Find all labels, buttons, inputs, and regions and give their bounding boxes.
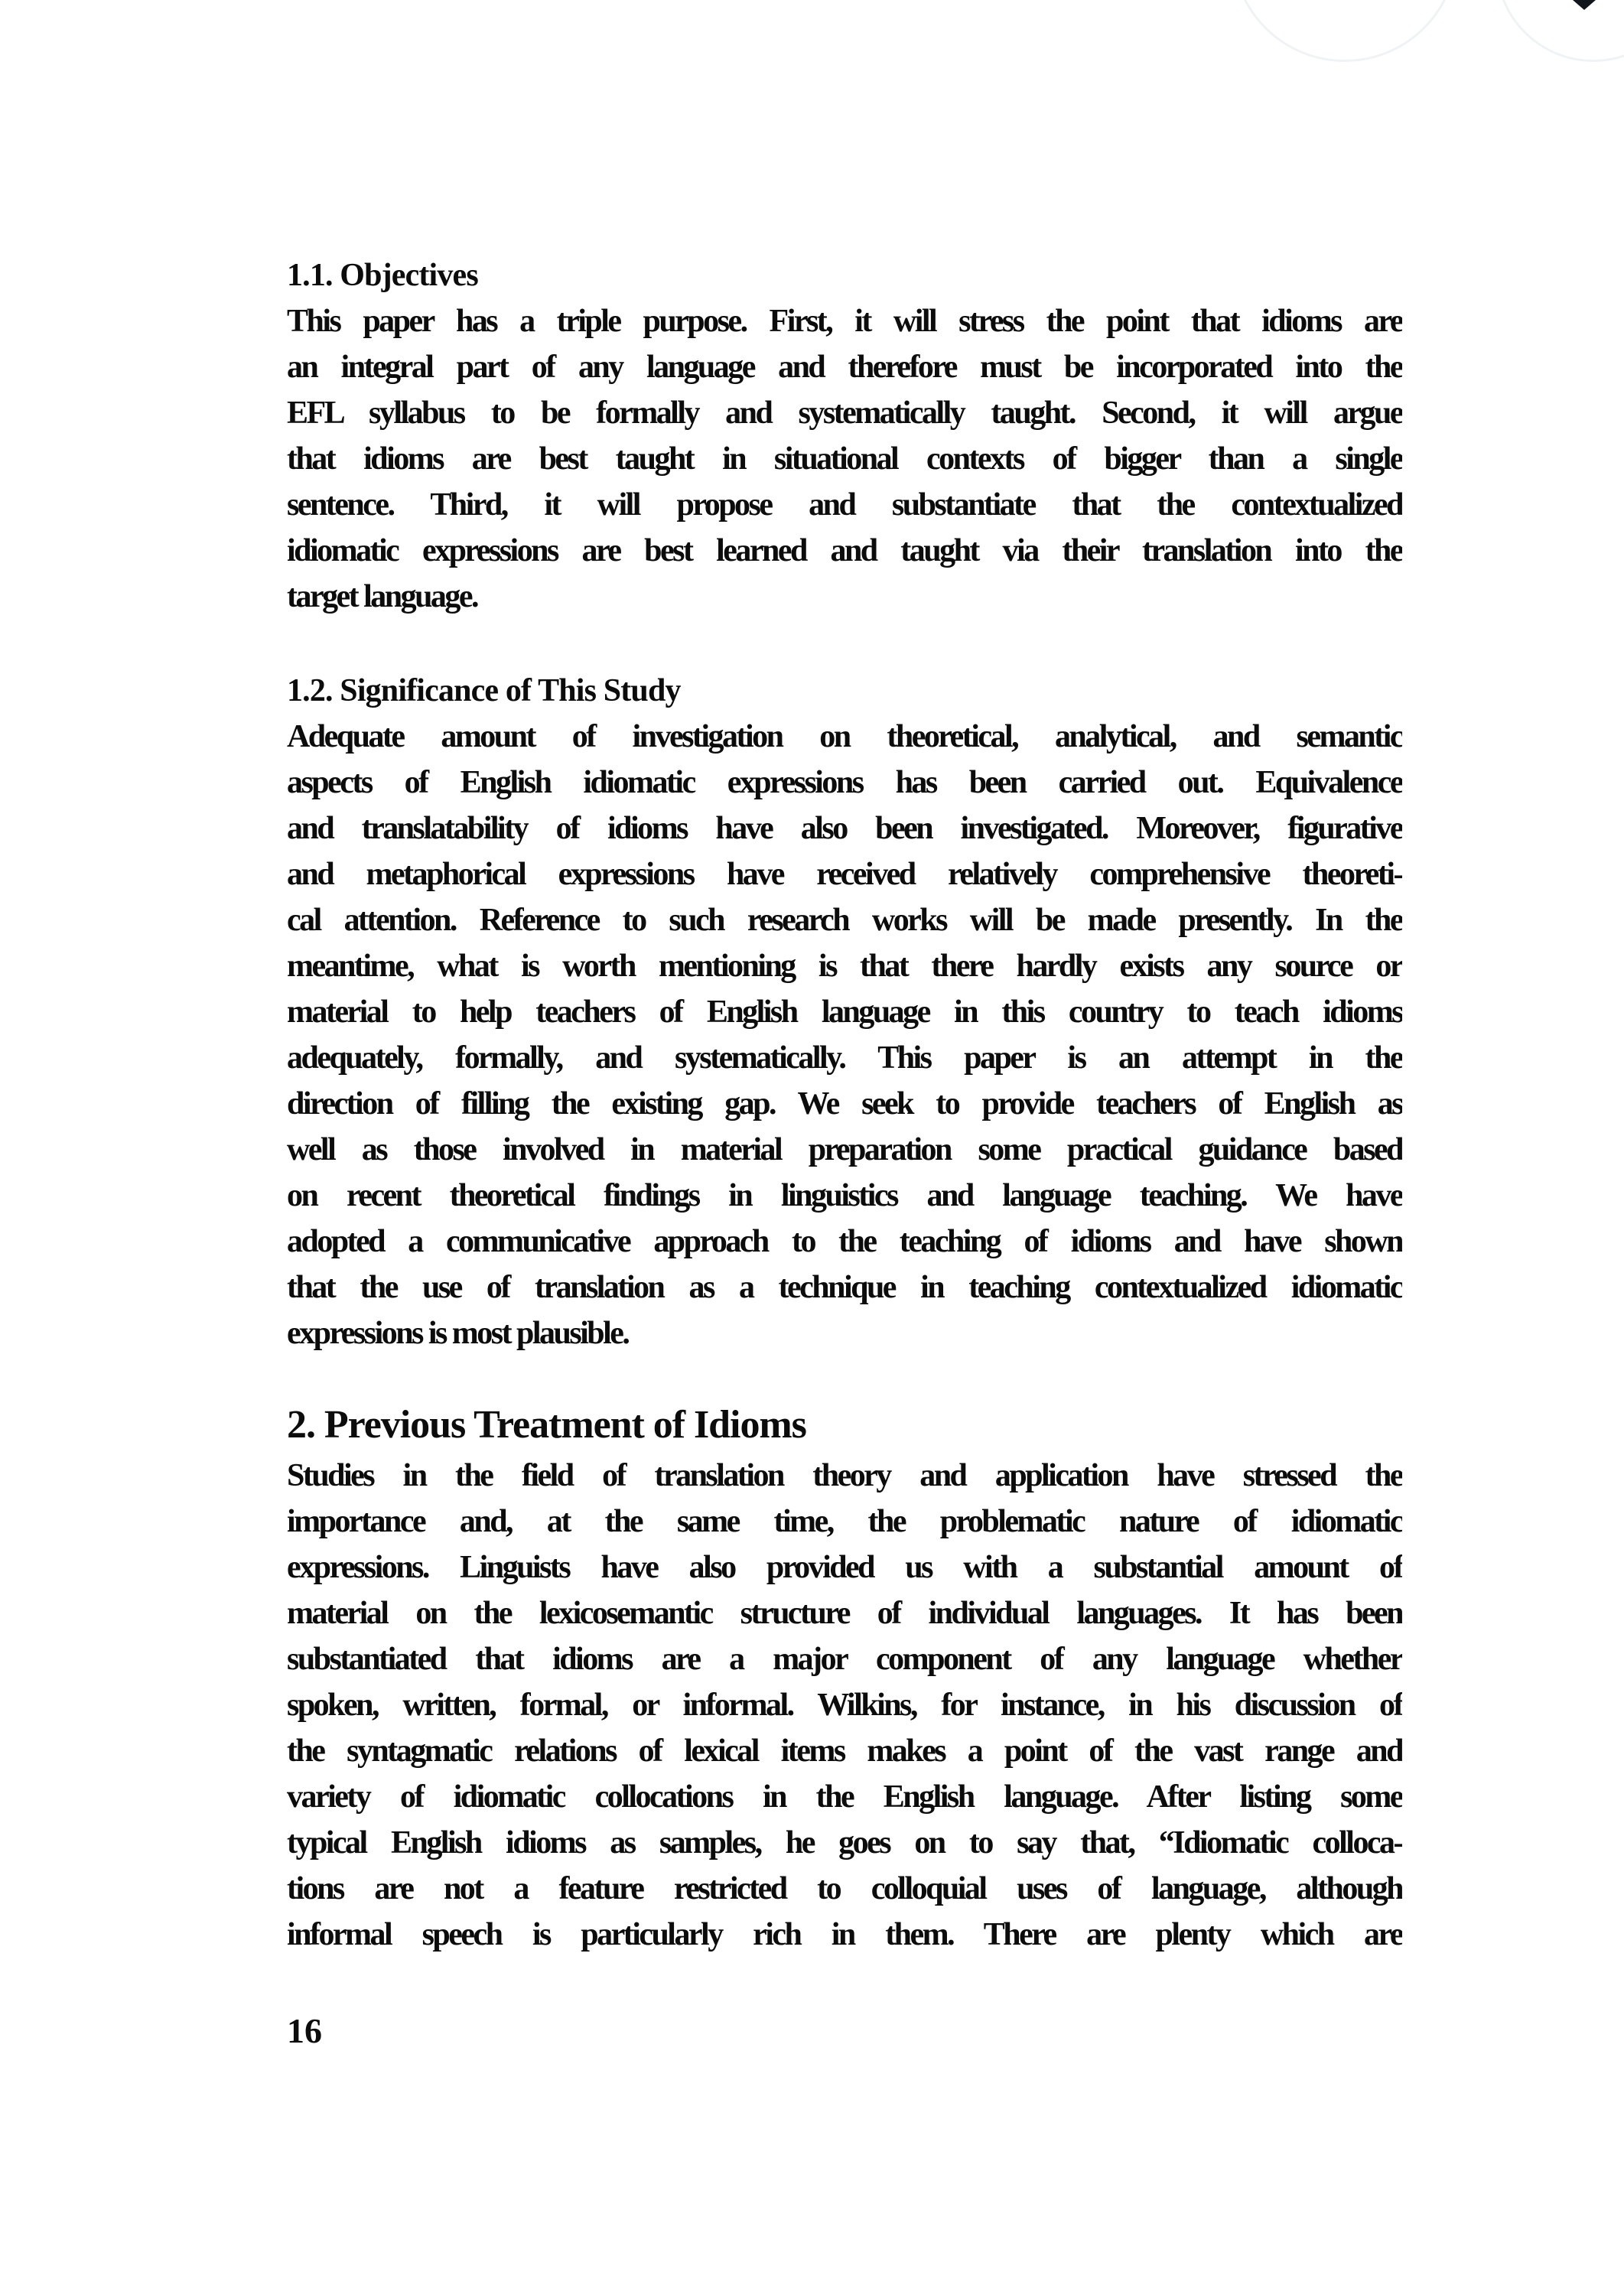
paragraph-objectives [287, 298, 1402, 620]
body-line: and metaphorical expressions have received relatively comprehensive theoreti- [287, 857, 1402, 892]
body-line: sentence. Third, it will propose and substantiate that the contextualized [287, 487, 1402, 522]
paragraph-previous-treatment [287, 1453, 1402, 1958]
body-line: idiomatic expressions are best learned and taught via their translation into the [287, 533, 1402, 568]
body-line: and translatability of idioms have also been investigated. Moreover, figurative [287, 811, 1402, 846]
body-line: Studies in the field of translation theory and application have stressed the [287, 1458, 1402, 1493]
body-line: cal attention. Reference to such research works will be made presently. In the [287, 903, 1402, 938]
page-text-block [287, 0, 1402, 2054]
body-line: adequately, formally, and systematically. This paper is an attempt in the [287, 1040, 1402, 1076]
body-line: spoken, written, formal, or informal. Wilkins, for instance, in his discussion of [287, 1688, 1402, 1723]
body-line: material on the lexicosemantic structure of individual languages. It has been [287, 1596, 1402, 1631]
body-line: expressions is most plausible. [287, 1316, 629, 1351]
paragraph-significance [287, 714, 1402, 1356]
body-line: direction of filling the existing gap. We seek to provide teachers of English as [287, 1086, 1402, 1121]
body-line: importance and, at the same time, the problematic nature of idiomatic [287, 1504, 1402, 1539]
body-line: the syntagmatic relations of lexical items makes a point of the vast range and [287, 1733, 1402, 1769]
section-heading-significance: 1.2. Significance of This Study [287, 673, 681, 708]
body-line: tions are not a feature restricted to colloquial uses of language, although [287, 1871, 1402, 1906]
body-line: adopted a communicative approach to the teaching of idioms and have shown [287, 1224, 1402, 1259]
body-line: on recent theoretical findings in linguistics and language teaching. We have [287, 1178, 1402, 1213]
body-line: meantime, what is worth mentioning is that there hardly exists any source or [287, 949, 1402, 984]
body-line: typical English idioms as samples, he goes on to say that, “Idiomatic colloca- [287, 1825, 1402, 1860]
section-heading-previous-treatment: 2. Previous Treatment of Idioms [287, 1403, 806, 1447]
body-line: informal speech is particularly rich in them. There are plenty which are [287, 1917, 1402, 1952]
section-heading-objectives: 1.1. Objectives [287, 258, 478, 293]
body-line: target language. [287, 579, 477, 614]
body-line: variety of idiomatic collocations in the English language. After listing some [287, 1779, 1402, 1815]
body-line: substantiated that idioms are a major component of any language whether [287, 1642, 1402, 1677]
body-line: expressions. Linguists have also provided us with a substantial amount of [287, 1550, 1402, 1585]
body-line: material to help teachers of English language in this country to teach idioms [287, 994, 1402, 1030]
body-line: EFL syllabus to be formally and systematically taught. Second, it will argue [287, 396, 1402, 431]
body-line: aspects of English idiomatic expressions has been carried out. Equivalence [287, 765, 1402, 800]
down-triangle-mark [1573, 0, 1596, 10]
body-line: an integral part of any language and therefore must be incorporated into the [287, 350, 1402, 385]
page-number: 16 [287, 2011, 322, 2050]
body-line: that the use of translation as a technique in teaching contextualized idiomatic [287, 1270, 1402, 1305]
body-line: that idioms are best taught in situational contexts of bigger than a single [287, 441, 1402, 477]
body-line: Adequate amount of investigation on theoretical, analytical, and semantic [287, 719, 1402, 754]
body-line: well as those involved in material preparation some practical guidance based [287, 1132, 1402, 1167]
scan-artifact-arc [1495, 0, 1624, 62]
body-line: This paper has a triple purpose. First, it will stress the point that idioms are [287, 304, 1402, 339]
